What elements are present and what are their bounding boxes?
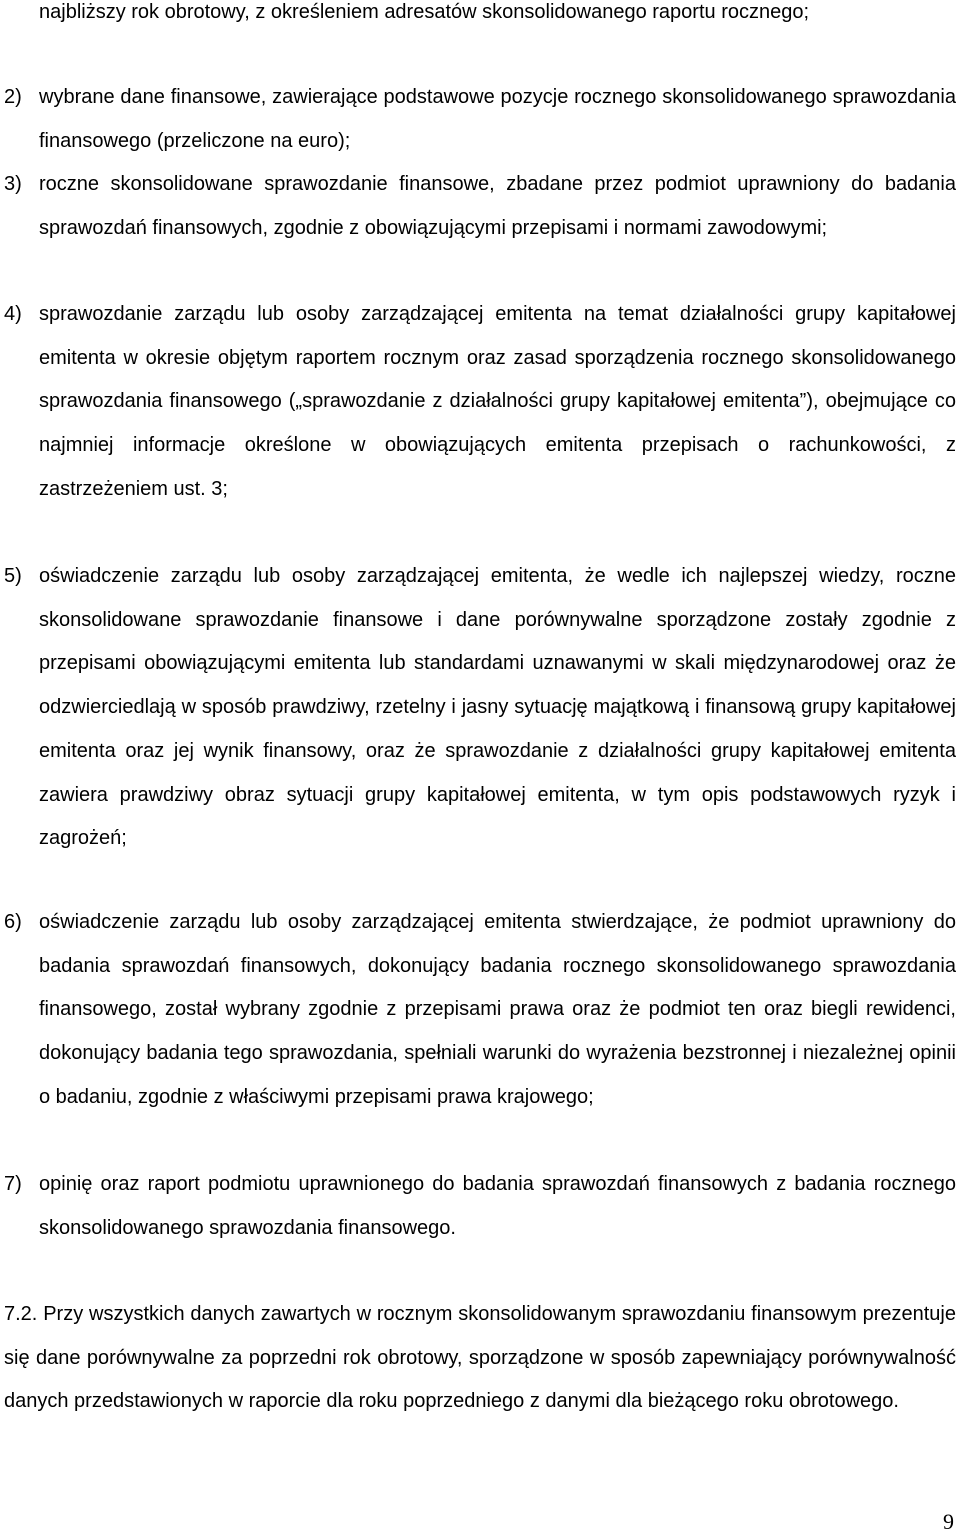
list-item-number: 2) (4, 86, 22, 108)
list-item-7 (0, 1163, 956, 1250)
list-item-5 (0, 555, 956, 861)
list-item-number: 3) (4, 173, 22, 195)
list-item-continuation (0, 0, 956, 35)
list-item-3 (0, 163, 956, 250)
list-item-text: oświadczenie zarządu lub osoby zarządzającej emitenta, że wedle ich najlepszej wiedzy, roczne skonsolidowane sprawozdanie finansowe i dane porównywalne sporządzone zostały zgodnie z przepisami obowiązującymi emitenta lub standardami uznawanymi w skali międzynarodowej oraz że odzwierciedlają w sposób prawdziwy, rzetelny i jasny sytuację majątkową i finansową grupy kapitałowej emitenta oraz jej wynik finansowy, oraz że sprawozdanie z działalności grupy kapitałowej emitenta zawiera prawdziwy obraz sytuacji grupy kapitałowej emitenta, w tym opis podstawowych ryzyk i zagrożeń; (39, 565, 956, 850)
list-item-4 (0, 293, 956, 512)
list-item-2 (0, 76, 956, 163)
list-item-number: 6) (4, 911, 22, 933)
section-7-2-paragraph: 7.2. Przy wszystkich danych zawartych w rocznym skonsolidowanym sprawozdaniu finansowym prezentuje się dane porównywalne za poprzedni rok obrotowy, sporządzone w sposób zapewniający porównywalność danych przedstawionych w raporcie dla roku poprzedniego z danymi dla bieżącego roku obrotowego. (4, 1303, 956, 1413)
list-item-text: wybrane dane finansowe, zawierające podstawowe pozycje rocznego skonsolidowanego sprawozdania finansowego (przeliczone na euro); (39, 86, 956, 152)
page-number: 9 (943, 1509, 954, 1534)
list-item-text: najbliższy rok obrotowy, z określeniem adresatów skonsolidowanego raportu rocznego; (39, 1, 810, 23)
list-item-number: 7) (4, 1173, 22, 1195)
list-item-text: opinię oraz raport podmiotu uprawnionego do badania sprawozdań finansowych z badania rocznego skonsolidowanego sprawozdania finansowego. (39, 1173, 956, 1239)
list-item-number: 4) (4, 303, 22, 325)
list-item-text: sprawozdanie zarządu lub osoby zarządzającej emitenta na temat działalności grupy kapitałowej emitenta w okresie objętym raportem rocznym oraz zasad sporządzenia rocznego skonsolidowanego sprawozdania finansowego („sprawozdanie z działalności grupy kapitałowej emitenta”), obejmujące co najmniej informacje określone w obowiązujących emitenta przepisach o rachunkowości, z zastrzeżeniem ust. 3; (39, 303, 956, 500)
list-item-number: 5) (4, 565, 22, 587)
list-item-text: roczne skonsolidowane sprawozdanie finansowe, zbadane przez podmiot uprawniony do badania sprawozdań finansowych, zgodnie z obowiązującymi przepisami i normami zawodowymi; (39, 173, 956, 239)
list-item-text: oświadczenie zarządu lub osoby zarządzającej emitenta stwierdzające, że podmiot uprawniony do badania sprawozdań finansowych, dokonujący badania rocznego skonsolidowanego sprawozdania finansowego, został wybrany zgodnie z przepisami prawa oraz że podmiot ten oraz biegli rewidenci, dokonujący badania tego sprawozdania, spełniali warunki do wyrażenia bezstronnej i niezależnej opinii o badaniu, zgodnie z właściwymi przepisami prawa krajowego; (39, 911, 956, 1108)
list-item-6 (0, 901, 956, 1120)
